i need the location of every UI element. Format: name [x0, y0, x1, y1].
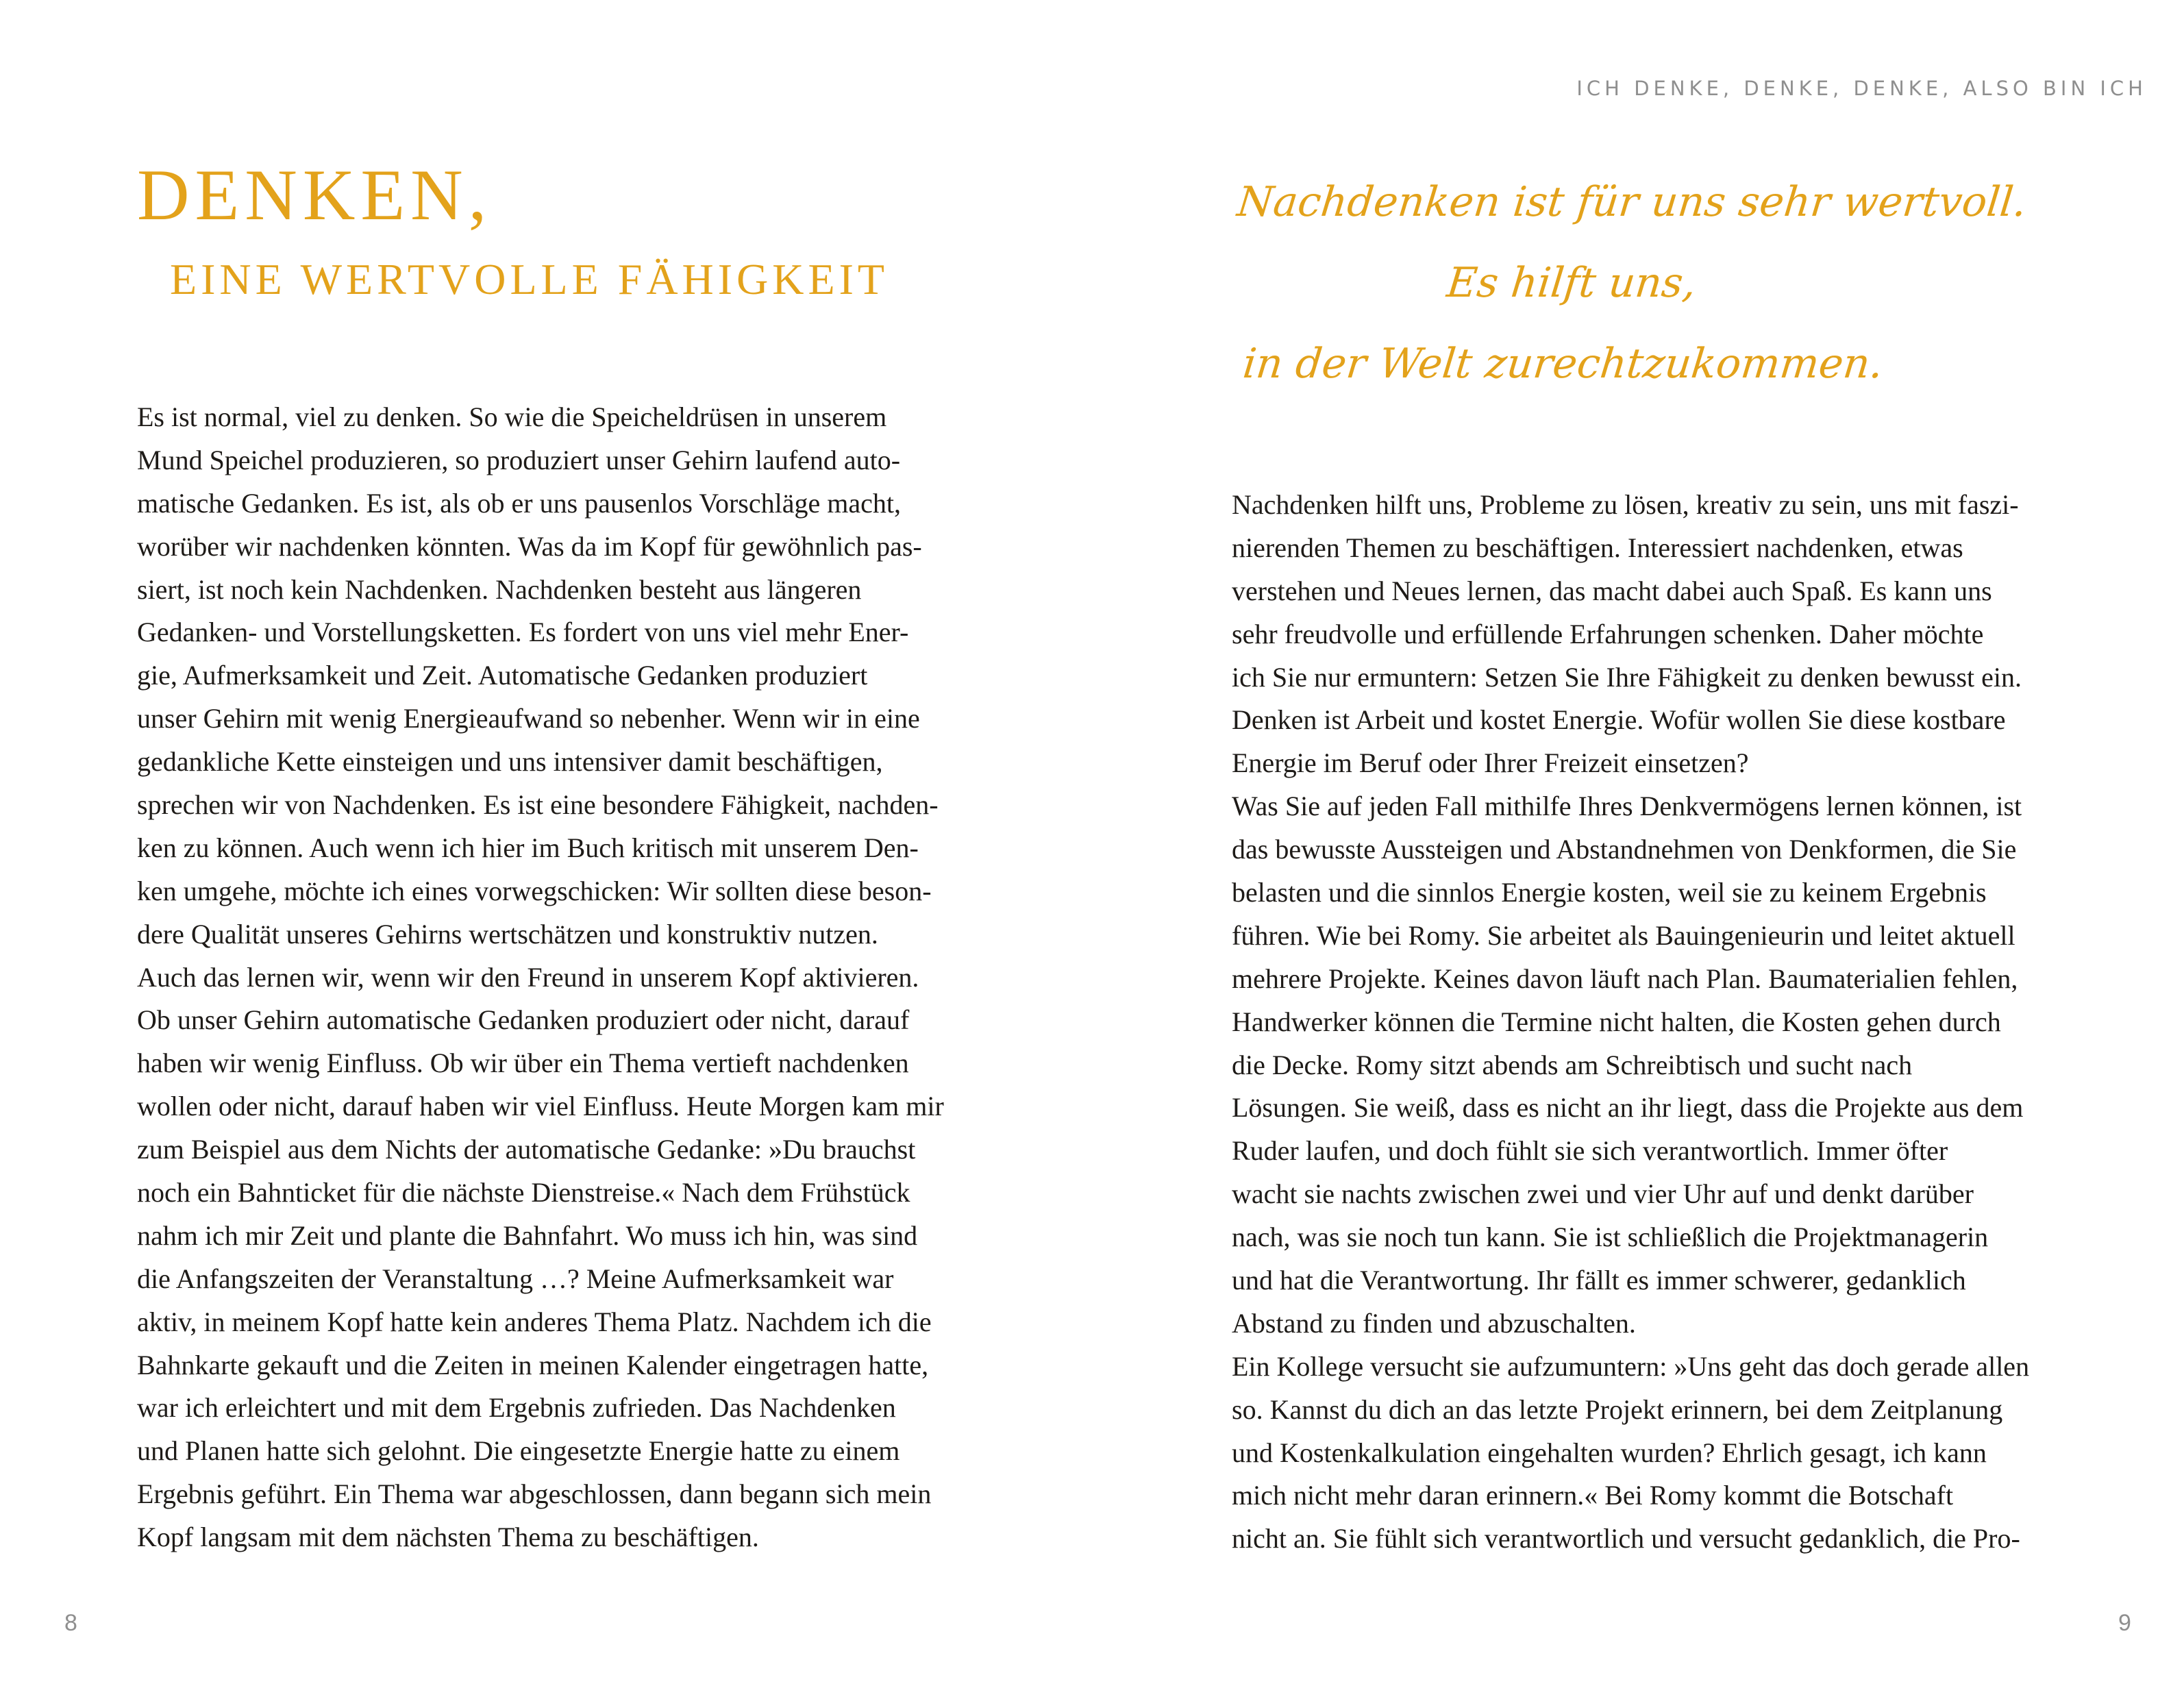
body-line: Mund Speichel produzieren, so produziert unser Gehirn laufend auto-: [137, 444, 901, 475]
body-line: noch ein Bahnticket für die nächste Dienstreise.« Nach dem Frühstück: [137, 1177, 910, 1208]
body-line: die Anfangszeiten der Veranstaltung …? Meine Aufmerksamkeit war: [137, 1263, 894, 1294]
body-line: aktiv, in meinem Kopf hatte kein anderes Thema Platz. Nachdem ich die: [137, 1306, 932, 1337]
body-line: dere Qualität unseres Gehirns wertschätzen und konstruktiv nutzen.: [137, 918, 878, 950]
body-line: worüber wir nachdenken könnten. Was da im Kopf für gewöhnlich pas-: [137, 530, 922, 562]
body-line: unser Gehirn mit wenig Energieaufwand so nebenher. Wenn wir in eine: [137, 703, 920, 734]
body-line: siert, ist noch kein Nachdenken. Nachdenken besteht aus längeren: [137, 573, 862, 605]
pull-quote-line: in der Welt zurechtzukommen.: [1241, 340, 1886, 388]
body-line: mich nicht mehr daran erinnern.« Bei Romy kommt die Botschaft: [1232, 1480, 1954, 1511]
body-line: Ergebnis geführt. Ein Thema war abgeschlossen, dann begann sich mein: [137, 1478, 932, 1510]
body-line: die Decke. Romy sitzt abends am Schreibtisch und sucht nach: [1232, 1049, 1913, 1080]
page-number-right: 9: [2118, 1610, 2131, 1636]
right-page: [1092, 0, 2184, 1699]
body-line: war ich erleichtert und mit dem Ergebnis zufrieden. Das Nachdenken: [137, 1392, 896, 1424]
body-line: ken umgehe, möchte ich eines vorwegschicken: Wir sollten diese beson-: [137, 875, 932, 906]
body-line: Bahnkarte gekauft und die Zeiten in meinen Kalender eingetragen hatte,: [137, 1349, 929, 1380]
body-line: verstehen und Neues lernen, das macht dabei auch Spaß. Es kann uns: [1232, 575, 1992, 606]
body-line: Ruder laufen, und doch fühlt sie sich verantwortlich. Immer öfter: [1232, 1135, 1948, 1167]
body-line: gie, Aufmerksamkeit und Zeit. Automatische Gedanken produziert: [137, 660, 868, 691]
pull-quote-line: Es hilft uns,: [1444, 259, 1699, 307]
body-line: Handwerker können die Termine nicht halten, die Kosten gehen durch: [1232, 1006, 2001, 1037]
body-line: nicht an. Sie fühlt sich verantwortlich und versucht gedanklich, die Pro-: [1232, 1523, 2020, 1554]
body-line: nahm ich mir Zeit und plante die Bahnfahrt. Wo muss ich hin, was sind: [137, 1219, 918, 1251]
body-line: Gedanken- und Vorstellungsketten. Es fordert von uns viel mehr Ener-: [137, 617, 909, 648]
chapter-title-sub: EINE WERTVOLLE FÄHIGKEIT: [170, 255, 889, 303]
body-line: gedankliche Kette einsteigen und uns intensiver damit beschäftigen,: [137, 746, 883, 778]
body-line: Ein Kollege versucht sie aufzumuntern: »Uns geht das doch gerade allen: [1232, 1350, 2030, 1382]
pull-quote-line: Nachdenken ist für uns sehr wertvoll.: [1234, 178, 2029, 226]
body-line: sehr freudvolle und erfüllende Erfahrungen schenken. Daher möchte: [1232, 618, 1984, 649]
body-line: Nachdenken hilft uns, Probleme zu lösen, kreativ zu sein, uns mit faszi-: [1232, 489, 2019, 520]
right-body-text: [1232, 484, 2081, 1561]
body-line: wacht sie nachts zwischen zwei und vier Uhr auf und denkt darüber: [1232, 1178, 1974, 1210]
chapter-title-main: DENKEN,: [137, 155, 493, 235]
body-line: Energie im Beruf oder Ihrer Freizeit einsetzen?: [1232, 747, 1749, 779]
body-line: belasten und die sinnlos Energie kosten, weil sie zu keinem Ergebnis: [1232, 877, 1987, 908]
body-line: wollen oder nicht, darauf haben wir viel Einfluss. Heute Morgen kam mir: [137, 1091, 944, 1122]
body-line: matische Gedanken. Es ist, als ob er uns pausenlos Vorschläge macht,: [137, 487, 901, 519]
pull-quote: [1216, 162, 2029, 404]
body-line: führen. Wie bei Romy. Sie arbeitet als Bauingenieurin und leitet aktuell: [1232, 919, 2015, 951]
body-line: Kopf langsam mit dem nächsten Thema zu beschäftigen.: [137, 1522, 759, 1553]
body-line: mehrere Projekte. Keines davon läuft nach Plan. Baumaterialien fehlen,: [1232, 963, 2018, 994]
body-line: zum Beispiel aus dem Nichts der automatische Gedanke: »Du brauchst: [137, 1134, 916, 1165]
body-line: ken zu können. Auch wenn ich hier im Buch kritisch mit unserem Den-: [137, 832, 919, 863]
body-line: so. Kannst du dich an das letzte Projekt erinnern, bei dem Zeitplanung: [1232, 1393, 2003, 1425]
body-line: Lösungen. Sie weiß, dass es nicht an ihr liegt, dass die Projekte aus dem: [1232, 1092, 2024, 1124]
body-line: sprechen wir von Nachdenken. Es ist eine besondere Fähigkeit, nachden-: [137, 789, 939, 821]
body-line: und Kostenkalkulation eingehalten wurden? Ehrlich gesagt, ich kann: [1232, 1437, 1987, 1468]
body-line: Es ist normal, viel zu denken. So wie die Speicheldrüsen in unserem: [137, 401, 887, 432]
body-line: ich Sie nur ermuntern: Setzen Sie Ihre Fähigkeit zu denken bewusst ein.: [1232, 661, 2022, 693]
body-line: nach, was sie noch tun kann. Sie ist schließlich die Projektmanagerin: [1232, 1221, 1989, 1253]
body-line: haben wir wenig Einfluss. Ob wir über ein Thema vertieft nachdenken: [137, 1047, 909, 1079]
body-line: das bewusste Aussteigen und Abstandnehmen von Denkformen, die Sie: [1232, 834, 2017, 865]
body-line: Denken ist Arbeit und kostet Energie. Wofür wollen Sie diese kostbare: [1232, 704, 2006, 736]
body-line: Abstand zu finden und abzuschalten.: [1232, 1307, 1636, 1339]
running-head: ICH DENKE, DENKE, DENKE, ALSO BIN ICH: [1576, 77, 2147, 100]
body-line: und hat die Verantwortung. Ihr fällt es immer schwerer, gedanklich: [1232, 1265, 1966, 1296]
body-line: Auch das lernen wir, wenn wir den Freund in unserem Kopf aktivieren.: [137, 961, 919, 993]
page-number-left: 8: [64, 1610, 77, 1636]
body-line: und Planen hatte sich gelohnt. Die eingesetzte Energie hatte zu einem: [137, 1435, 900, 1467]
body-line: Ob unser Gehirn automatische Gedanken produziert oder nicht, darauf: [137, 1004, 910, 1036]
left-body-text: [137, 396, 986, 1559]
body-line: nierenden Themen zu beschäftigen. Interessiert nachdenken, etwas: [1232, 532, 1963, 563]
body-line: Was Sie auf jeden Fall mithilfe Ihres Denkvermögens lernen können, ist: [1232, 791, 2022, 822]
